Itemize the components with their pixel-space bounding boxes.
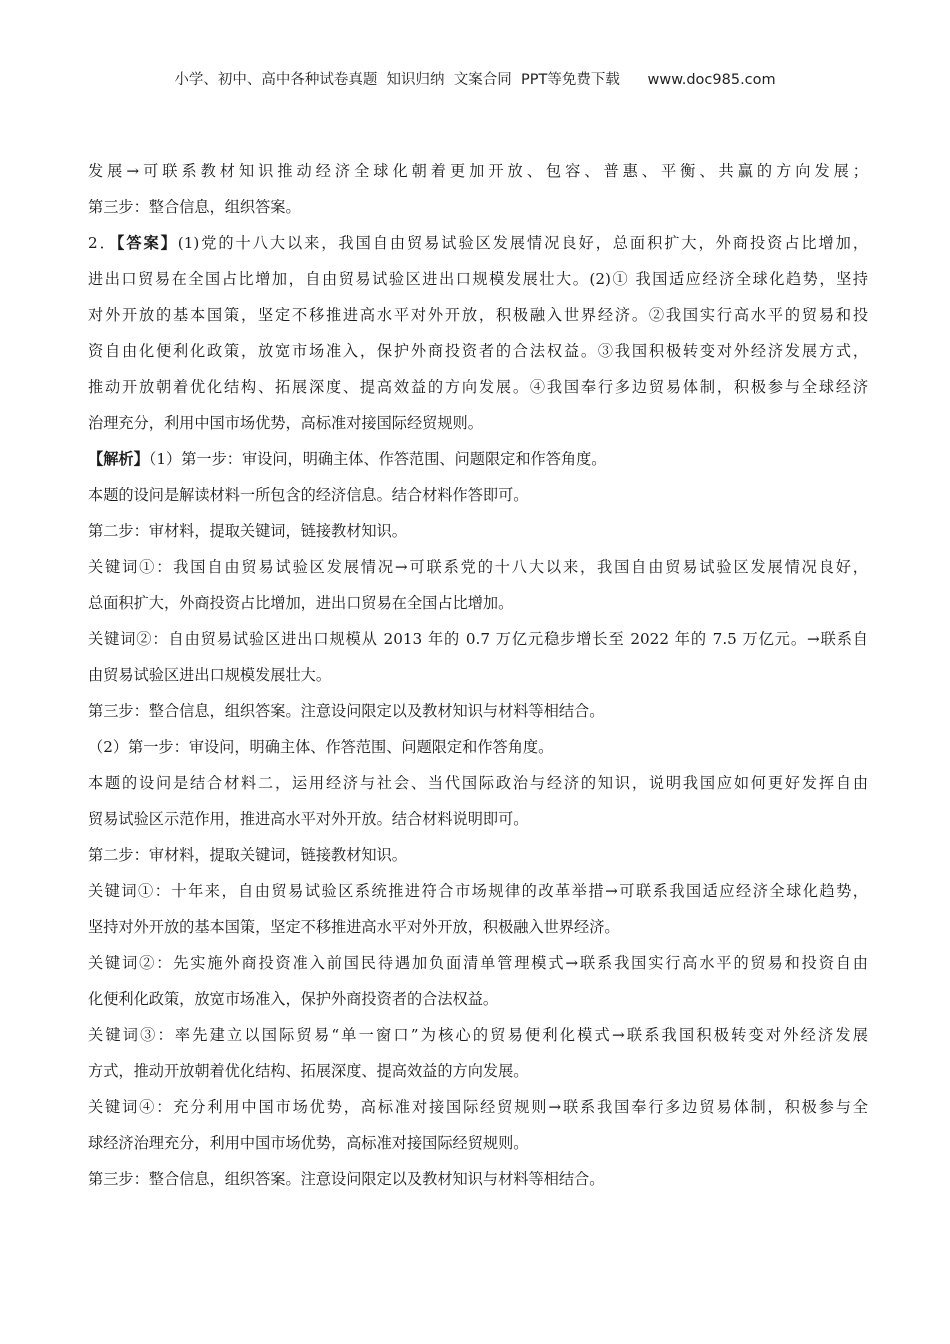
analysis-text: （1）第一步：审设问，明确主体、作答范围、问题限定和作答角度。 xyxy=(148,450,607,468)
text-line: 资自由化便利化政策，放宽市场准入，保护外商投资者的合法权益。③我国积极转变对外经济发展方式， xyxy=(88,342,868,360)
text-line: 对外开放的基本国策，坚定不移推进高水平对外开放，积极融入世界经济。②我国实行高水平的贸易和投 xyxy=(88,306,868,324)
answer-line xyxy=(88,225,868,261)
answer-tag: 【答案】 xyxy=(116,234,178,252)
text-line: 第三步：整合信息，组织答案。 xyxy=(88,198,301,216)
text-line: 关键词③：率先建立以国际贸易“单一窗口”为核心的贸易便利化模式→联系我国积极转变对外经济发展 xyxy=(88,1026,868,1044)
text-line: 发展→可联系教材知识推动经济全球化朝着更加开放、包容、普惠、平衡、共赢的方向发展； xyxy=(88,162,868,180)
text-line: 方式，推动开放朝着优化结构、拓展深度、提高效益的方向发展。 xyxy=(88,1062,529,1080)
text-line: （2）第一步：审设问，明确主体、作答范围、问题限定和作答角度。 xyxy=(88,738,554,756)
text-line: 化便利化政策，放宽市场准入，保护外商投资者的合法权益。 xyxy=(88,990,499,1008)
text-line: 关键词②：自由贸易试验区进出口规模从 2013 年的 0.7 万亿元稳步增长至 2022 年的 7.5 万亿元。→联系自 xyxy=(88,630,868,648)
text-line: 总面积扩大，外商投资占比增加，进出口贸易在全国占比增加。 xyxy=(88,594,514,612)
question-number: 2． xyxy=(88,234,117,252)
text-line: 贸易试验区示范作用，推进高水平对外开放。结合材料说明即可。 xyxy=(88,810,529,828)
text-line: 第二步：审材料，提取关键词，链接教材知识。 xyxy=(88,522,407,540)
text-line: 治理充分，利用中国市场优势，高标准对接国际经贸规则。 xyxy=(88,414,483,432)
text-line: 关键词①：十年来，自由贸易试验区系统推进符合市场规律的改革举措→可联系我国适应经济全球化趋势， xyxy=(88,882,868,900)
text-line: 第三步：整合信息，组织答案。注意设问限定以及教材知识与材料等相结合。 xyxy=(88,702,605,720)
text-line: 关键词④：充分利用中国市场优势，高标准对接国际经贸规则→联系我国奉行多边贸易体制，积极参与全 xyxy=(88,1098,868,1116)
document-body xyxy=(88,153,868,1197)
text-line: 由贸易试验区进出口规模发展壮大。 xyxy=(88,666,331,684)
analysis-line xyxy=(88,441,868,477)
text-line: 第三步：整合信息，组织答案。注意设问限定以及教材知识与材料等相结合。 xyxy=(88,1170,605,1188)
text-line: 本题的设问是结合材料二，运用经济与社会、当代国际政治与经济的知识，说明我国应如何更好发挥自由 xyxy=(88,774,868,792)
analysis-tag: 【解析】 xyxy=(88,450,149,468)
text-line: 本题的设问是解读材料一所包含的经济信息。结合材料作答即可。 xyxy=(88,486,529,504)
text-line: 进出口贸易在全国占比增加，自由贸易试验区进出口规模发展壮大。(2)① 我国适应经济全球化趋势，坚持 xyxy=(88,270,868,288)
text-line: 关键词①：我国自由贸易试验区发展情况→可联系党的十八大以来，我国自由贸易试验区发展情况良好， xyxy=(88,558,868,576)
text-line: 第二步：审材料，提取关键词，链接教材知识。 xyxy=(88,846,407,864)
text-line: 球经济治理充分，利用中国市场优势，高标准对接国际经贸规则。 xyxy=(88,1134,529,1152)
text-line: 推动开放朝着优化结构、拓展深度、提高效益的方向发展。④我国奉行多边贸易体制，积极参与全球经济 xyxy=(88,378,868,396)
answer-text: (1)党的十八大以来，我国自由贸易试验区发展情况良好，总面积扩大，外商投资占比增加， xyxy=(177,234,869,252)
text-line: 坚持对外开放的基本国策，坚定不移推进高水平对外开放，积极融入世界经济。 xyxy=(88,918,620,936)
text-line: 关键词②：先实施外商投资准入前国民待遇加负面清单管理模式→联系我国实行高水平的贸易和投资自由 xyxy=(88,954,868,972)
page-header: 小学、初中、高中各种试卷真题 知识归纳 文案合同 PPT等免费下载 www.doc985.com xyxy=(174,72,776,88)
